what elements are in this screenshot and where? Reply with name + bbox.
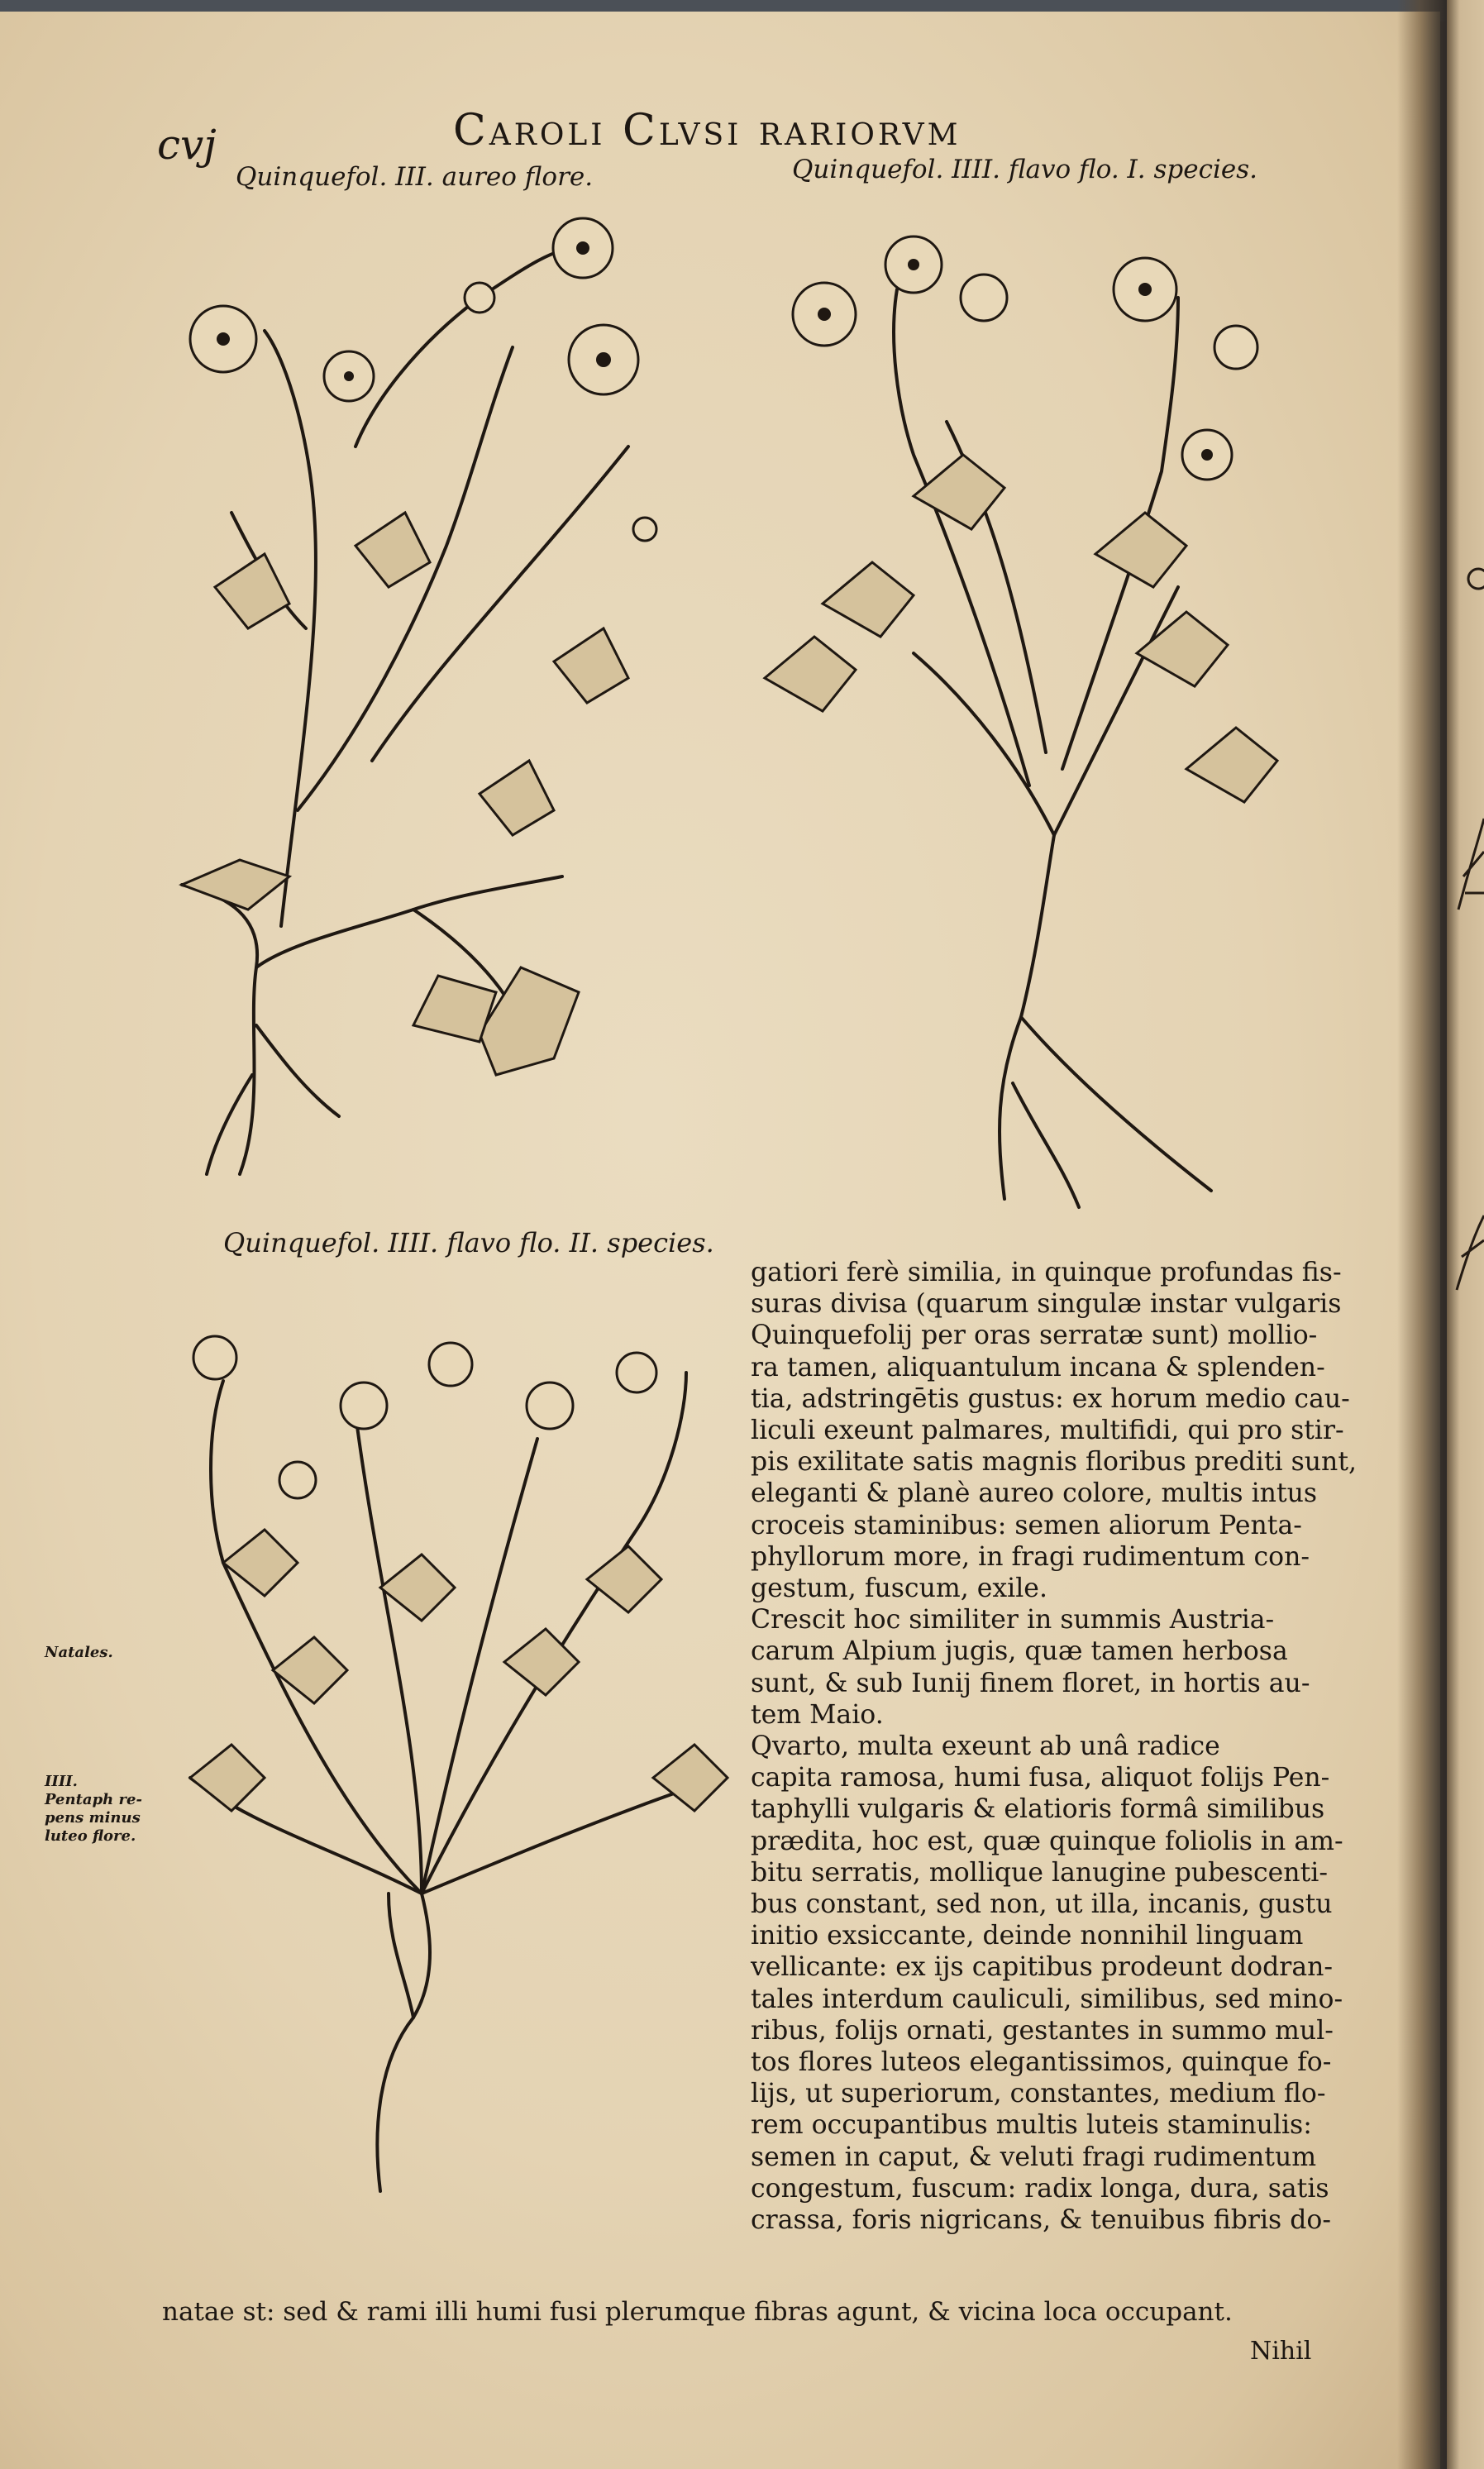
body-text-line: congestum, fuscum: radix longa, dura, satis [751,2173,1329,2204]
body-text-line: Qvarto, multa exeunt ab unâ radice [751,1731,1220,1762]
figure-caption-1: Quinquefol. III. aureo flore. [236,162,594,192]
body-text-line: gestum, fuscum, exile. [751,1574,1047,1604]
body-text-line: Quinquefolij per oras serratæ sunt) mollio- [751,1320,1318,1351]
running-head: Caroli Clvsi rariorvm [453,106,961,155]
body-text-line: ra tamen, aliquantulum incana & splenden- [751,1352,1325,1383]
figure-caption-3: Quinquefol. IIII. flavo flo. II. species. [223,1227,714,1258]
woodcut-plant-illustration-3 [174,1315,752,2204]
body-text-line: croceis staminibus: semen aliorum Penta- [751,1510,1302,1540]
body-text-line: bus constant, sed non, ut illa, incanis, gustu [751,1889,1333,1920]
body-text-line: capita ramosa, humi fusa, aliquot folijs Pen- [751,1763,1330,1793]
body-text-line: Crescit hoc similiter in summis Austria- [751,1605,1275,1636]
body-text-line: rem occupantibus multis luteis staminulis: [751,2110,1312,2141]
body-text-line: tales interdum cauliculi, similibus, sed mino- [751,1984,1343,2014]
body-text-line: eleganti & planè aureo colore, multis intus [751,1478,1318,1509]
full-width-closing-line: natae st: sed & rami illi humi fusi plerumque fibras agunt, & vicina loca occupant. [162,2297,1233,2327]
body-text-line: gatiori ferè similia, in quinque profundas fis- [751,1258,1342,1287]
body-text-line: semen in caput, & veluti fragi rudimentum [751,2142,1317,2172]
body-text-column [751,1257,1358,2236]
body-text-line: liculi exeunt palmares, multifidi, qui pro stir- [751,1416,1344,1446]
body-text-line: ribus, folijs ornati, gestantes in summo mul- [751,2015,1334,2046]
catchword: Nihil [1250,2337,1312,2366]
body-text-line: sunt, & sub Iunij finem floret, in hortis au- [751,1668,1310,1698]
body-text-line: crassa, foris nigricans, & tenuibus fibris do- [751,2205,1331,2236]
marginal-note-natales: Natales. [45,1644,113,1661]
body-text-line: carum Alpium jugis, quæ tamen herbosa [751,1636,1288,1667]
body-text-line: taphylli vulgaris & elatioris formâ similibus [751,1794,1325,1825]
body-text-line: suras divisa (quarum singulæ instar vulgaris [751,1289,1342,1320]
marginal-note-pentaphyllum: IIII. Pentaph re- pens minus luteo flore. [45,1773,142,1845]
body-text-line: vellicante: ex ijs capitibus prodeunt dodran- [751,1952,1334,1983]
folio-number: cvj [157,121,217,169]
body-text-line: prædita, hoc est, quæ quinque foliolis in am- [751,1826,1343,1856]
body-text-line: phyllorum more, in fragi rudimentum con- [751,1541,1310,1572]
adjacent-page-edge [1447,0,1484,2469]
body-text-line: lijs, ut superiorum, constantes, medium flo- [751,2079,1326,2109]
woodcut-plant-illustration-1 [165,198,744,1215]
book-gutter [1397,0,1447,2469]
body-text-line: initio exsiccante, deinde nonnihil linguam [751,1921,1304,1951]
body-text-line: bitu serratis, mollique lanugine pubescenti- [751,1857,1328,1888]
body-text-line: pis exilitate satis magnis floribus prediti sunt, [751,1447,1358,1478]
body-text-line: tem Maio. [751,1699,884,1730]
figure-caption-2: Quinquefol. IIII. flavo flo. I. species. [792,155,1257,184]
body-text-line: tos flores luteos elegantissimos, quinque fo- [751,2047,1332,2078]
woodcut-plant-illustration-2 [748,207,1327,1232]
body-text-line: tia, adstringētis gustus: ex horum medio cau- [751,1383,1350,1414]
